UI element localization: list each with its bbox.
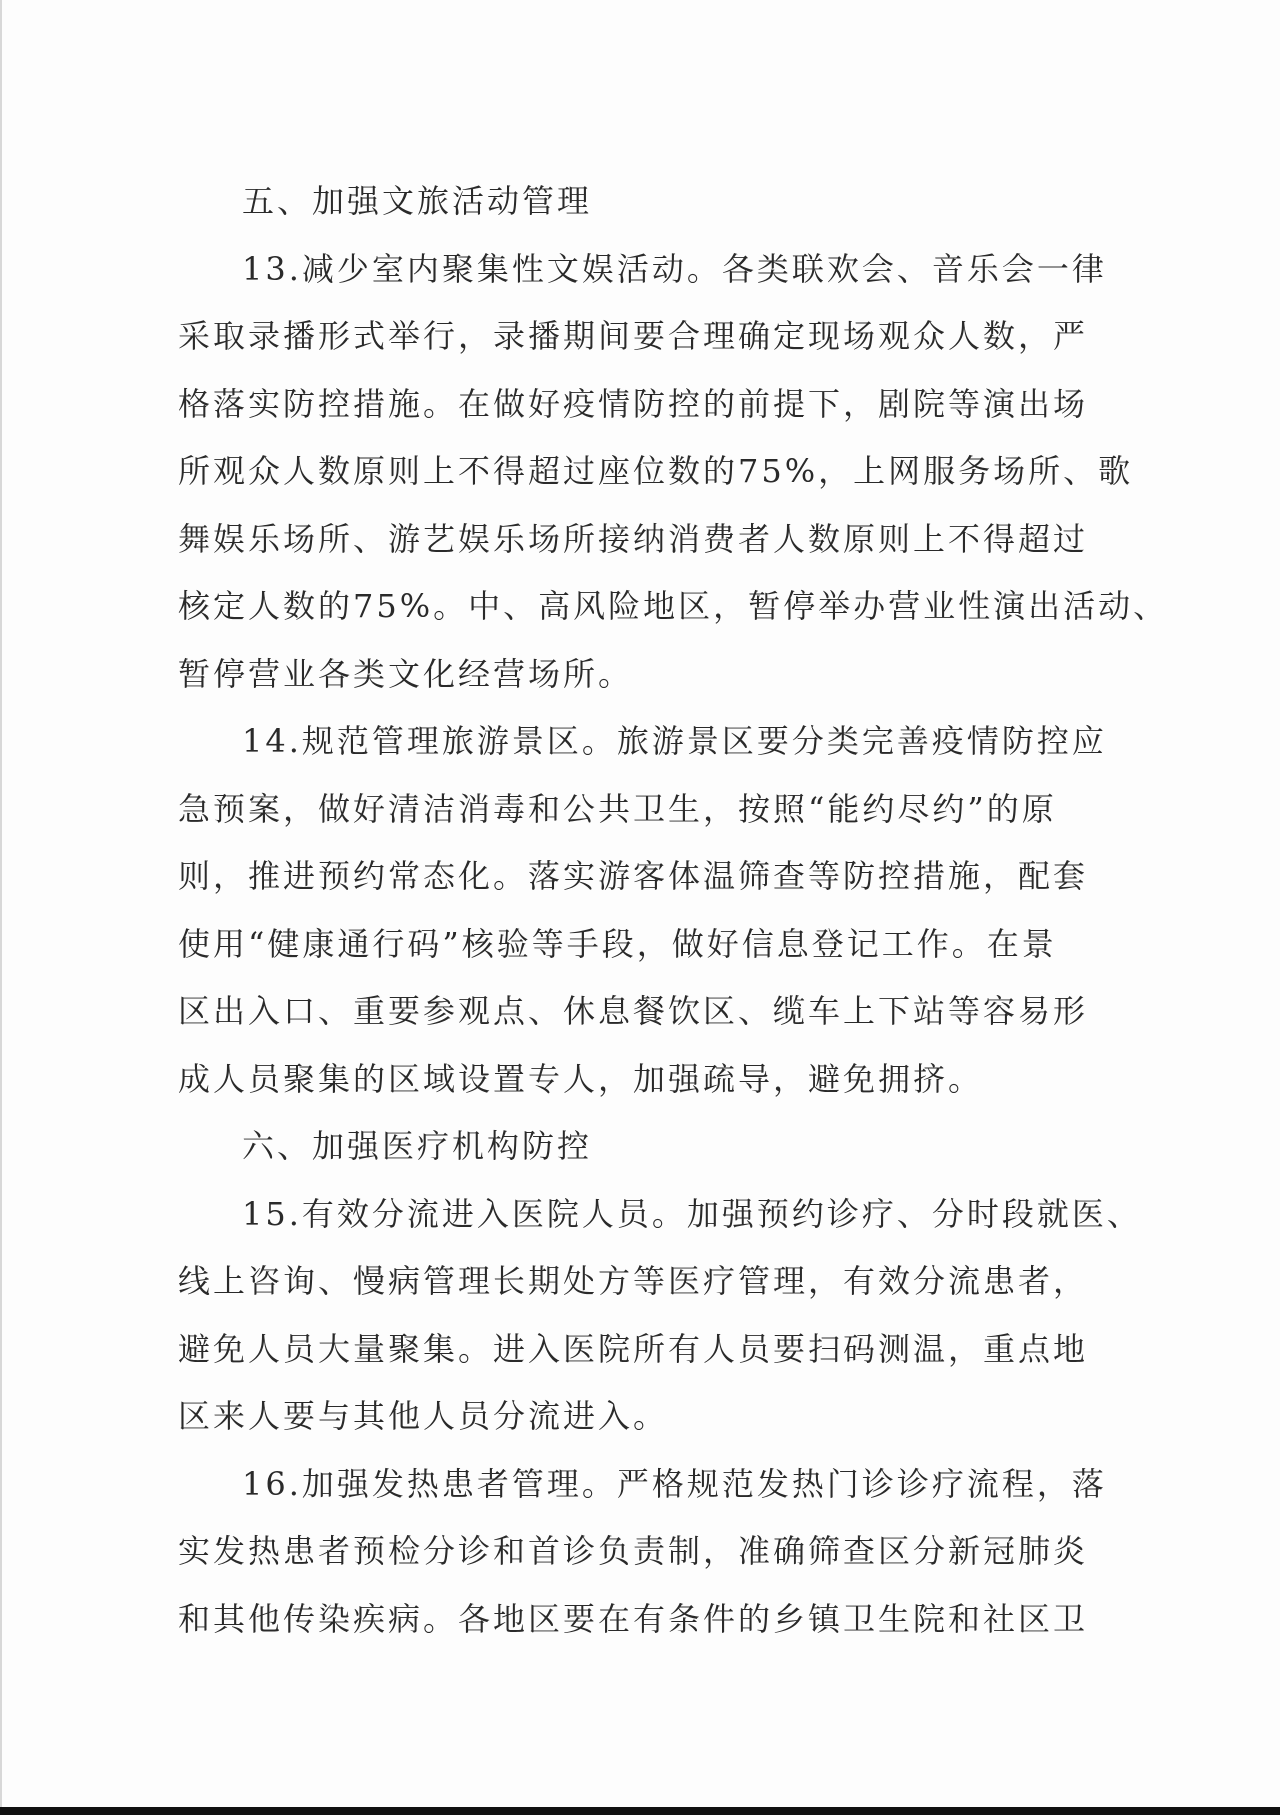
paragraph-14-line: 14.规范管理旅游景区。旅游景区要分类完善疫情防控应	[242, 722, 1107, 760]
paragraph-14-line: 使用“健康通行码”核验等手段，做好信息登记工作。在景	[178, 924, 1057, 963]
paragraph-15-line: 避免人员大量聚集。进入医院所有人员要扫码测温，重点地	[178, 1329, 1089, 1368]
paragraph-13-line: 采取录播形式举行，录播期间要合理确定现场观众人数，严	[178, 317, 1089, 355]
paragraph-13-line: 舞娱乐场所、游艺娱乐场所接纳消费者人数原则上不得超过	[178, 519, 1089, 558]
paragraph-16-line: 和其他传染疾病。各地区要在有条件的乡镇卫生院和社区卫	[178, 1599, 1089, 1638]
paragraph-15-line: 线上咨询、慢病管理长期处方等医疗管理，有效分流患者，	[178, 1262, 1089, 1300]
paragraph-15-line: 15.有效分流进入医院人员。加强预约诊疗、分时段就医、	[242, 1194, 1142, 1233]
paragraph-14-line: 则，推进预约常态化。落实游客体温筛查等防控措施，配套	[178, 857, 1089, 895]
paragraph-13-line: 核定人数的75%。中、高风险地区，暂停举办营业性演出活动、	[178, 587, 1169, 625]
scan-border-left	[0, 0, 2, 1815]
paragraph-14-line: 急预案，做好清洁消毒和公共卫生，按照“能约尽约”的原	[178, 789, 1057, 828]
paragraph-14-line: 成人员聚集的区域设置专人，加强疏导，避免拥挤。	[178, 1059, 984, 1098]
paragraph-14-line: 区出入口、重要参观点、休息餐饮区、缆车上下站等容易形	[178, 992, 1089, 1030]
paragraph-13-line: 13.减少室内聚集性文娱活动。各类联欢会、音乐会一律	[242, 249, 1107, 288]
document-body	[178, 168, 1169, 1653]
section-heading-6: 六、加强医疗机构防控	[242, 1127, 593, 1165]
paragraph-15-line: 区来人要与其他人员分流进入。	[178, 1397, 669, 1435]
paragraph-13-line: 所观众人数原则上不得超过座位数的75%，上网服务场所、歌	[178, 452, 1134, 490]
section-heading-5: 五、加强文旅活动管理	[242, 182, 593, 220]
paragraph-13-line: 暂停营业各类文化经营场所。	[178, 654, 634, 693]
paragraph-13-line: 格落实防控措施。在做好疫情防控的前提下，剧院等演出场	[178, 384, 1089, 423]
paragraph-16-line: 实发热患者预检分诊和首诊负责制，准确筛查区分新冠肺炎	[178, 1532, 1089, 1570]
scan-border-bottom	[0, 1807, 1280, 1815]
paragraph-16-line: 16.加强发热患者管理。严格规范发热门诊诊疗流程，落	[242, 1464, 1107, 1503]
